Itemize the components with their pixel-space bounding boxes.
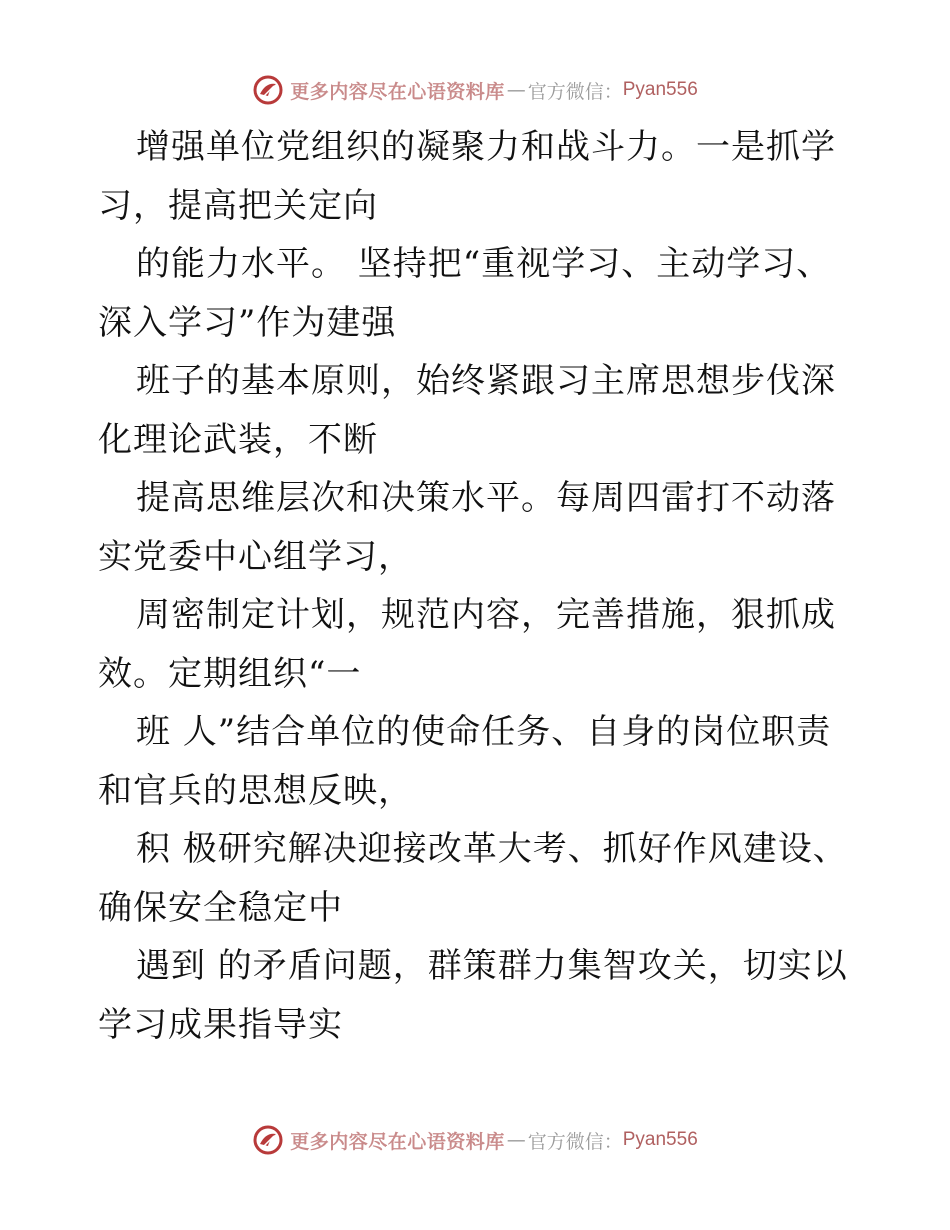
footer-banner bbox=[0, 1120, 950, 1160]
paragraph: 遇到 的矛盾问题，群策群力集智攻关，切实以学习成果指导实 bbox=[98, 946, 848, 1045]
banner-wechat-label: 官方微信： bbox=[527, 1130, 623, 1153]
banner-wechat-id: Pyan556 bbox=[622, 79, 698, 100]
brand-logo-icon bbox=[252, 74, 284, 106]
paragraph: 增强单位党组织的凝聚力和战斗力。一是抓学习，提高把关定向 bbox=[98, 127, 836, 226]
paragraph: 提高思维层次和决策水平。每周四雷打不动落实党委中心组学习， bbox=[98, 478, 836, 577]
paragraph: 的能力水平。 坚持把“重视学习、主动学习、深入学习”作为建强 bbox=[98, 244, 832, 343]
paragraph: 班子的基本原则，始终紧跟习主席思想步伐深化理论武装，不断 bbox=[98, 361, 836, 460]
banner-separator: — bbox=[506, 1129, 526, 1151]
banner-wechat-id: Pyan556 bbox=[622, 1129, 698, 1150]
paragraph: 班 人”结合单位的使命任务、自身的岗位职责和官兵的思想反映， bbox=[98, 712, 832, 811]
banner-wechat-label: 官方微信： bbox=[527, 80, 623, 103]
banner-separator: — bbox=[506, 79, 526, 101]
brand-logo-icon bbox=[252, 1124, 284, 1156]
banner-text: 更多内容尽在心语资料库 bbox=[290, 80, 505, 103]
banner-text: 更多内容尽在心语资料库 bbox=[290, 1130, 505, 1153]
header-banner bbox=[0, 70, 950, 110]
document-body bbox=[98, 118, 858, 1054]
paragraph: 周密制定计划，规范内容，完善措施，狠抓成效。定期组织“一 bbox=[98, 595, 836, 694]
paragraph: 积 极研究解决迎接改革大考、抓好作风建设、确保安全稳定中 bbox=[98, 829, 848, 928]
